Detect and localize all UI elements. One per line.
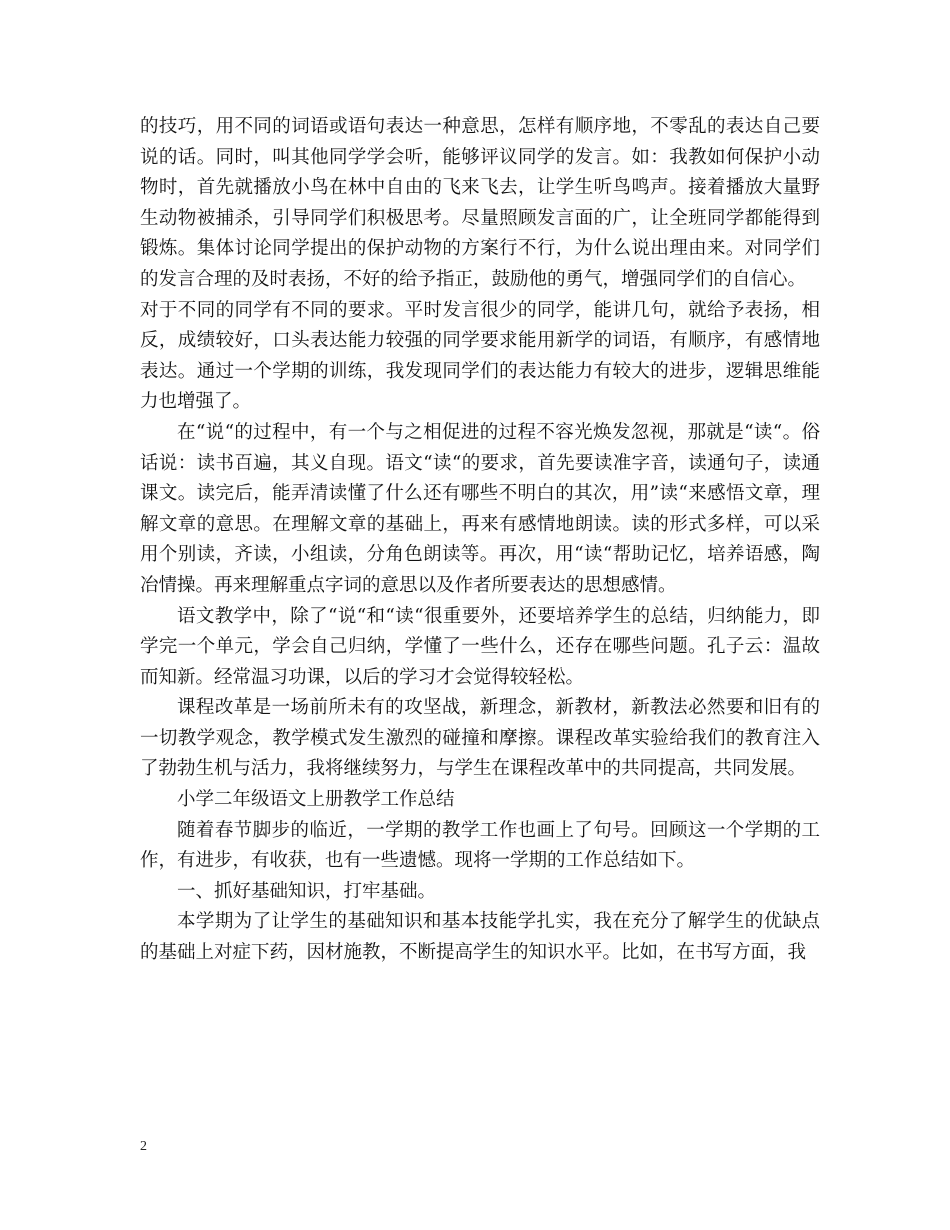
paragraph-2: 对于不同的同学有不同的要求。平时发言很少的同学，能讲几句，就给予表扬，相反，成绩较好，口头表达能力较强的同学要求能用新学的词语，有顺序，有感情地表达。通过一个学期的训练，我发现同学们的表达能力有较大的进步，逻辑思维能力也增强了。 [140, 299, 820, 413]
document-body [140, 112, 820, 969]
section-title: 小学二年级语文上册教学工作总结 [177, 789, 455, 811]
paragraph-3: 在“说“的过程中，有一个与之相促进的过程不容光焕发忽视，那就是“读“。俗话说：读书百遍，其义自现。语文“读“的要求，首先要读准字音，读通句子，读通课文。读完后，能弄清读懂了什么还有哪些不明白的其次，用”读“来感悟文章，理解文章的意思。在理解文章的基础上，再来有感情地朗读。读的形式多样，可以采用个别读，齐读，小组读，分角色朗读等。再次，用“读“帮助记忆，培养语感，陶冶情操。再来理解重点字词的意思以及作者所要表达的思想感情。 [140, 421, 820, 596]
paragraph-6: 随着春节脚步的临近，一学期的教学工作也画上了句号。回顾这一个学期的工作，有进步，有收获，也有一些遗憾。现将一学期的工作总结如下。 [140, 819, 820, 872]
paragraph-4: 语文教学中，除了“说“和“读“很重要外，还要培养学生的总结，归纳能力，即学完一个单元，学会自己归纳，学懂了一些什么，还存在哪些问题。孔子云：温故而知新。经常温习功课，以后的学习才会觉得较轻松。 [140, 605, 820, 688]
paragraph-5: 课程改革是一场前所未有的攻坚战，新理念，新教材，新教法必然要和旧有的一切教学观念，教学模式发生激烈的碰撞和摩擦。课程改革实验给我们的教育注入了勃勃生机与活力，我将继续努力，与学生在课程改革中的共同提高，共同发展。 [140, 697, 820, 780]
paragraph-1: 的技巧，用不同的词语或语句表达一种意思，怎样有顺序地，不零乱的表达自己要说的话。同时，叫其他同学学会听，能够评议同学的发言。如：我教如何保护小动物时，首先就播放小鸟在林中自由的飞来飞去，让学生听鸟鸣声。接着播放大量野生动物被捕杀，引导同学们积极思考。尽量照顾发言面的广，让全班同学都能得到锻炼。集体讨论同学提出的保护动物的方案行不行，为什么说出理由来。对同学们的发言合理的及时表扬，不好的给予指正，鼓励他的勇气，增强同学们的自信心。 [140, 116, 820, 290]
page-number: 2 [140, 1139, 147, 1154]
section-heading-1: 一、抓好基础知识，打牢基础。 [177, 880, 437, 902]
paragraph-7: 本学期为了让学生的基础知识和基本技能学扎实，我在充分了解学生的优缺点的基础上对症下药，因材施教，不断提高学生的知识水平。比如，在书写方面，我 [140, 911, 820, 964]
